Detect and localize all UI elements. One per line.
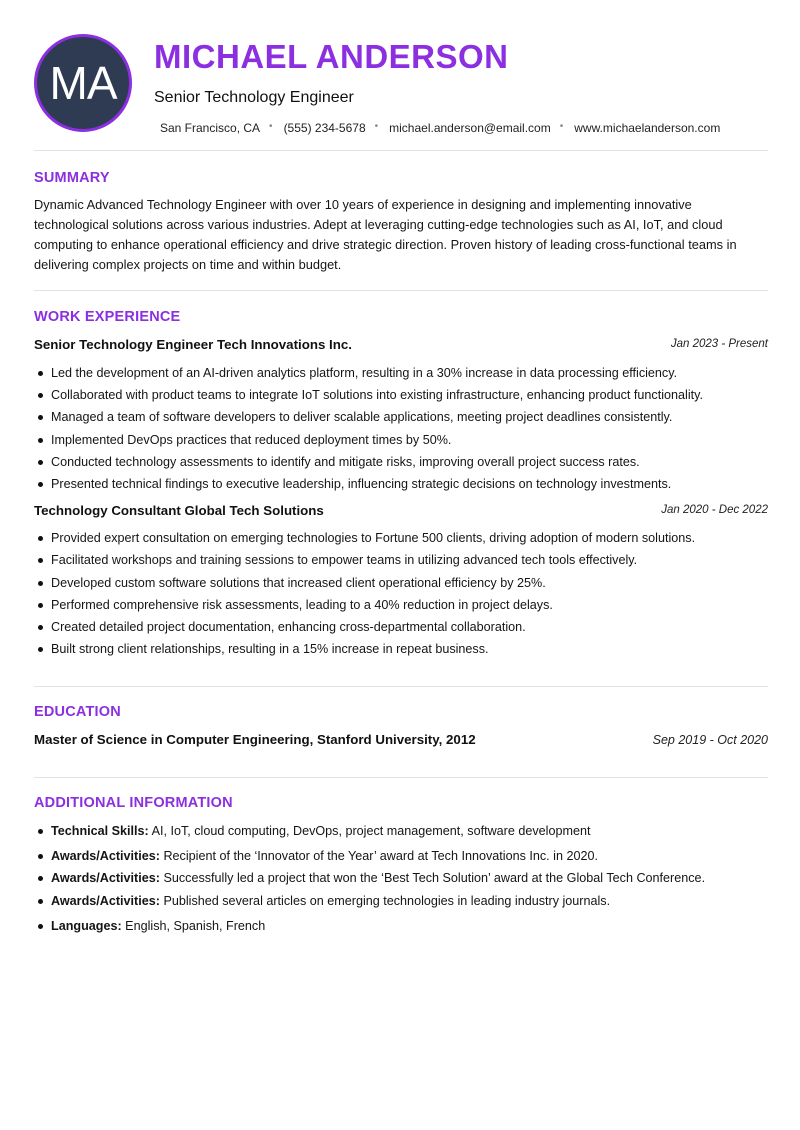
- additional-label: Awards/Activities:: [51, 849, 160, 864]
- summary-section: [34, 170, 768, 275]
- additional-text: Recipient of the ‘Innovator of the Year’ award at Tech Innovations Inc. in 2020.: [159, 849, 598, 864]
- job-bullet: Presented technical findings to executive leadership, influencing strategic decisions on technology investments.: [34, 473, 768, 495]
- job-entry: [34, 337, 768, 495]
- additional-text: English, Spanish, French: [121, 918, 266, 933]
- separator-dot-icon: •: [374, 121, 379, 132]
- job-header: [34, 503, 768, 523]
- additional-text: AI, IoT, cloud computing, DevOps, project management, software development: [148, 824, 591, 838]
- section-divider: [34, 686, 768, 687]
- resume-header: [34, 0, 768, 151]
- job-bullet: Performed comprehensive risk assessments, leading to a 40% reduction in project delays.: [34, 594, 768, 616]
- education-section: [34, 704, 768, 752]
- job-bullet: Provided expert consultation on emerging technologies to Fortune 500 clients, driving adoption of modern solutions.: [34, 527, 768, 549]
- additional-label: Awards/Activities:: [51, 871, 160, 886]
- additional-label: Awards/Activities:: [51, 893, 160, 908]
- job-bullets: [34, 527, 768, 660]
- experience-section: [34, 309, 768, 660]
- job-title: Senior Technology Engineer Tech Innovations Inc.: [34, 337, 352, 352]
- candidate-name: MICHAEL ANDERSON: [154, 38, 509, 75]
- summary-text: Dynamic Advanced Technology Engineer with over 10 years of experience in designing and implementing innovative technological solutions across various industries. Adept at leveraging cutting-edge technologies such as AI, IoT, and cloud computing to enhance operational efficiency and drive strategic direction. Proven history of leading cross-functional teams in delivering complex projects on time and within budget.: [34, 197, 737, 272]
- avatar-initials: MA: [49, 57, 117, 109]
- additional-label: Languages:: [51, 918, 122, 933]
- education-date: Sep 2019 - Oct 2020: [652, 733, 768, 747]
- job-date: Jan 2023 - Present: [670, 338, 768, 350]
- job-bullet: Developed custom software solutions that increased client operational efficiency by 25%.: [34, 572, 768, 594]
- education-degree: Master of Science in Computer Engineering, Stanford University, 2012: [34, 732, 476, 747]
- additional-list: [34, 820, 768, 937]
- job-date: Jan 2020 - Dec 2022: [661, 504, 768, 517]
- summary-heading: SUMMARY: [34, 170, 110, 186]
- job-bullets: [34, 362, 768, 495]
- additional-label: Technical Skills:: [51, 824, 149, 838]
- job-bullet: Led the development of an AI-driven analytics platform, resulting in a 30% increase in data processing efficiency.: [34, 362, 768, 384]
- job-bullet: Facilitated workshops and training sessions to empower teams in utilizing advanced tech tools effectively.: [34, 549, 768, 571]
- resume-page: [34, 0, 768, 933]
- job-header: [34, 337, 768, 357]
- additional-item: [34, 915, 768, 937]
- experience-heading: WORK EXPERIENCE: [34, 309, 181, 325]
- job-bullet: Created detailed project documentation, enhancing cross-departmental collaboration.: [34, 616, 768, 638]
- additional-item: [34, 845, 768, 867]
- additional-heading: ADDITIONAL INFORMATION: [34, 795, 233, 811]
- additional-text: Successfully led a project that won the ‘Best Tech Solution’ award at the Global Tech Conference.: [159, 871, 706, 886]
- job-entry: [34, 503, 768, 660]
- job-bullet: Built strong client relationships, resulting in a 15% increase in repeat business.: [34, 638, 768, 660]
- additional-item: [34, 890, 768, 912]
- additional-item: [34, 867, 768, 889]
- separator-dot-icon: •: [269, 121, 273, 132]
- job-title: Technology Consultant Global Tech Solutions: [34, 503, 324, 519]
- job-bullet: Conducted technology assessments to identify and mitigate risks, improving overall project success rates.: [34, 451, 768, 473]
- section-divider: [34, 290, 768, 291]
- job-bullet: Collaborated with product teams to integrate IoT solutions into existing infrastructure, enhancing product functionality.: [34, 384, 768, 406]
- candidate-title: Senior Technology Engineer: [154, 89, 354, 106]
- education-entry: [34, 732, 768, 752]
- additional-text: Published several articles on emerging technologies in leading industry journals.: [159, 893, 611, 908]
- contact-website[interactable]: www.michaelanderson.com: [574, 121, 721, 135]
- contact-phone: (555) 234-5678: [283, 121, 366, 135]
- section-divider: [34, 777, 768, 778]
- education-heading: EDUCATION: [34, 704, 121, 720]
- job-bullet: Implemented DevOps practices that reduced deployment times by 50%.: [34, 429, 768, 451]
- job-bullet: Managed a team of software developers to deliver scalable applications, meeting project deadlines consistently.: [34, 406, 768, 428]
- additional-item: [34, 820, 768, 842]
- contact-line: [160, 121, 720, 135]
- additional-section: [34, 795, 768, 937]
- avatar: [34, 34, 132, 132]
- contact-email[interactable]: michael.anderson@email.com: [389, 121, 551, 135]
- separator-dot-icon: •: [559, 121, 564, 132]
- contact-location: San Francisco, CA: [160, 121, 261, 135]
